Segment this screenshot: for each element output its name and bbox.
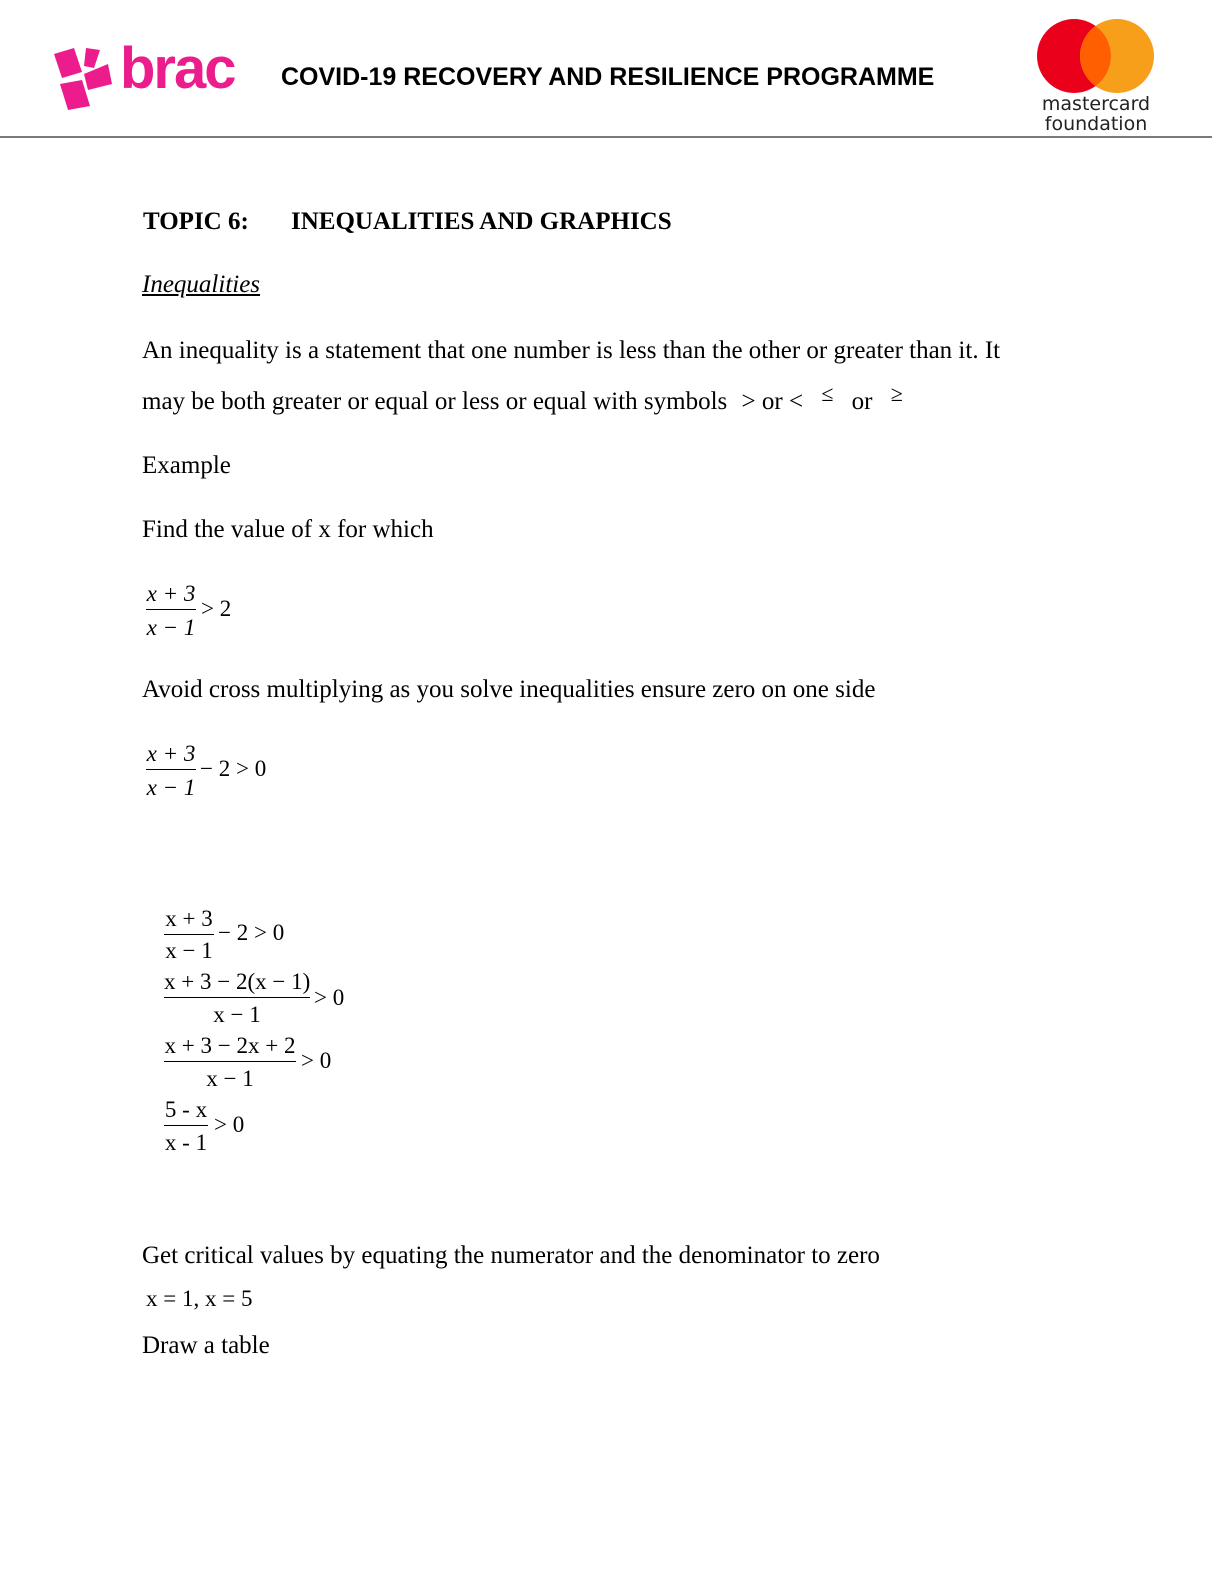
eq1-numerator: x + 3 (146, 581, 196, 606)
brac-wordmark: brac (120, 36, 235, 101)
step2-rhs: > 0 (314, 985, 345, 1010)
symbol-ge: ≥ (890, 381, 903, 406)
mastercard-wordmark: mastercard (1041, 93, 1151, 115)
step3-denominator: x − 1 (206, 1066, 254, 1091)
header-divider (0, 136, 1212, 138)
step2-numerator: x + 3 − 2(x − 1) (164, 969, 311, 994)
intro-line-2 (142, 381, 903, 415)
step3-numerator: x + 3 − 2x + 2 (164, 1033, 296, 1058)
symbol-or: or (851, 388, 873, 415)
equation-2 (146, 742, 286, 802)
section-heading: Inequalities (142, 271, 261, 298)
step1-rhs: − 2 > 0 (218, 920, 285, 945)
step4-rhs: > 0 (214, 1112, 245, 1137)
example-label: Example (142, 452, 231, 479)
find-text: Find the value of x for which (142, 516, 434, 543)
step3-fraction-bar (164, 1061, 296, 1062)
step4-fraction-bar (164, 1125, 208, 1126)
critical-text: Get critical values by equating the numerator and the denominator to zero (142, 1242, 880, 1269)
equation-1 (146, 582, 266, 642)
symbol-le: ≤ (821, 381, 834, 406)
step4-numerator: 5 - x (164, 1097, 208, 1122)
step1-numerator: x + 3 (165, 906, 213, 931)
step-2 (164, 970, 364, 1030)
topic-title: INEQUALITIES AND GRAPHICS (291, 208, 672, 235)
intro-line-2-text: may be both greater or equal or less or equal with symbols (142, 388, 728, 415)
programme-title: COVID-19 RECOVERY AND RESILIENCE PROGRAMME (281, 63, 935, 91)
topic-heading (143, 208, 672, 235)
step2-denominator: x − 1 (213, 1002, 261, 1027)
eq2-numerator: x + 3 (146, 741, 196, 766)
mastercard-foundation-logo (1036, 18, 1156, 94)
eq2-fraction-bar (146, 769, 196, 770)
eq2-denominator: x − 1 (146, 775, 196, 800)
eq1-denominator: x − 1 (146, 615, 196, 640)
eq1-fraction-bar (146, 609, 196, 610)
foundation-wordmark: foundation (1044, 113, 1148, 135)
step1-fraction-bar (164, 934, 214, 935)
mastercard-circles-icon (1036, 18, 1156, 94)
draw-table-text: Draw a table (142, 1332, 270, 1359)
avoid-text: Avoid cross multiplying as you solve inequalities ensure zero on one side (142, 676, 876, 703)
intro-line-1: An inequality is a statement that one number is less than the other or greater than it. It (142, 337, 1001, 364)
step2-fraction-bar (164, 997, 310, 998)
step4-denominator: x - 1 (164, 1130, 208, 1155)
symbol-gt-lt: > or < (741, 388, 804, 415)
step-1 (164, 907, 304, 967)
brac-pinwheel-icon (50, 44, 116, 114)
eq1-rhs: > 2 (201, 596, 232, 621)
step3-rhs: > 0 (301, 1048, 332, 1073)
topic-label: TOPIC 6: (143, 208, 249, 235)
critical-values: x = 1, x = 5 (146, 1286, 253, 1311)
eq2-rhs: − 2 > 0 (200, 756, 267, 781)
step-3 (164, 1034, 364, 1094)
step1-denominator: x − 1 (165, 938, 213, 963)
step-4 (164, 1098, 284, 1158)
